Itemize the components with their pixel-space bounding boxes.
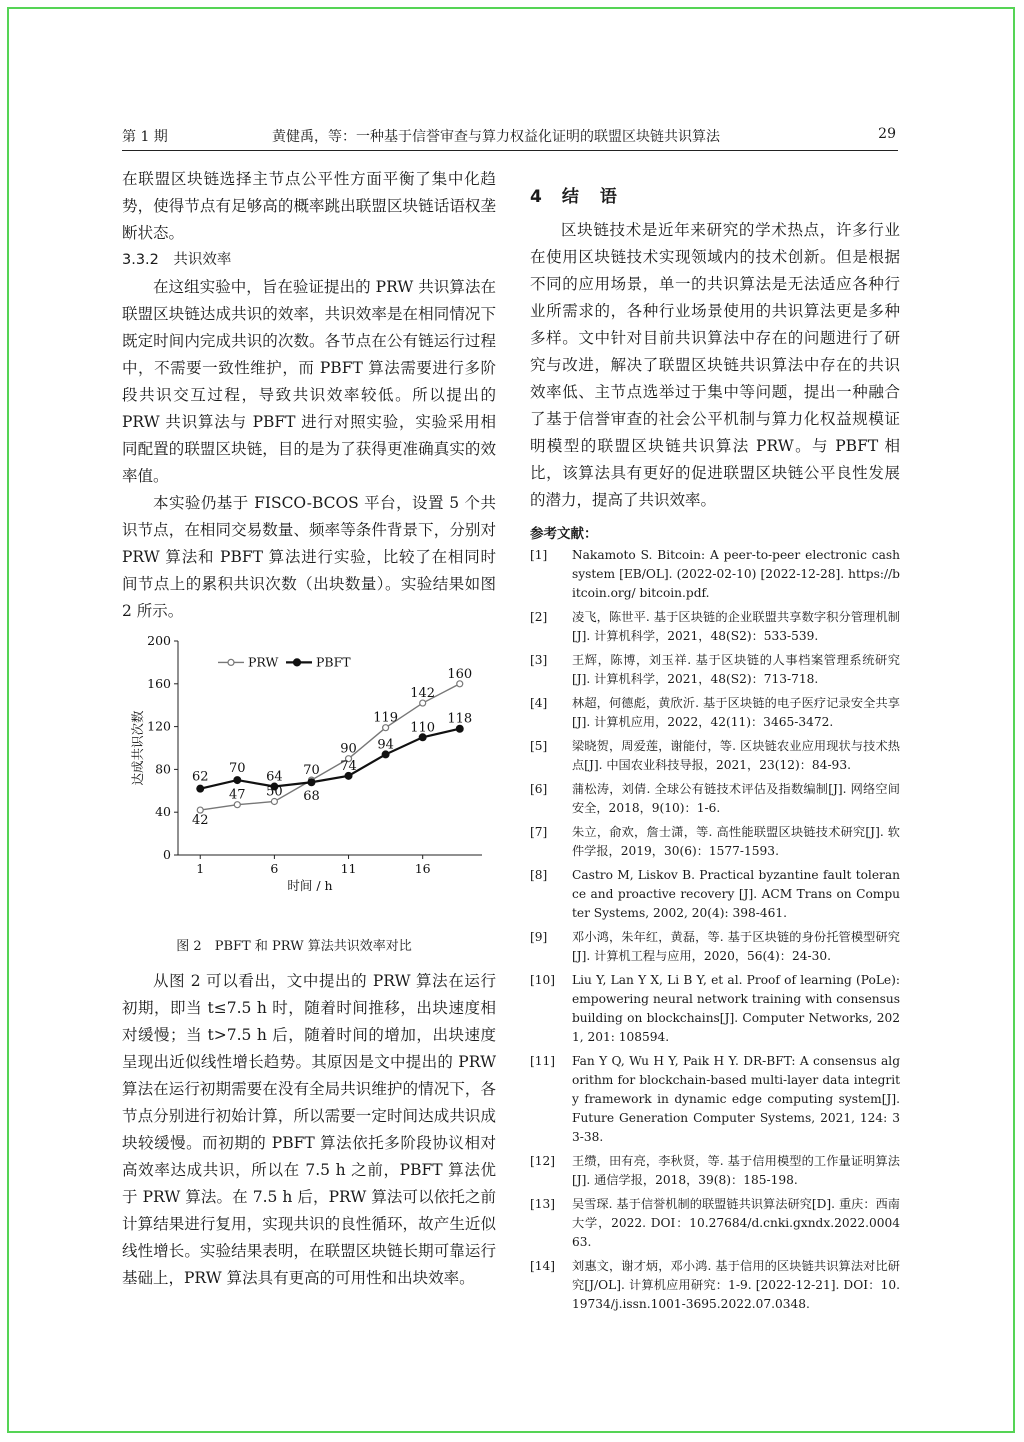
figure-caption: 图 2 PBFT 和 PRW 算法共识效率对比	[176, 939, 412, 954]
reference-text: 王缵，田有亮，李秋贤，等. 基于信用模型的工作量证明算法[J]. 通信学报，2018，39(8)：185-198.	[572, 1154, 900, 1187]
paragraph-continued: 在联盟区块链选择主节点公平性方面平衡了集中化趋势，使得节点有足够高的概率跳出联盟区块链话语权垄断状态。	[122, 170, 496, 242]
reference-item	[530, 1195, 900, 1252]
section-number: 4	[530, 187, 544, 207]
legend-prw-label: PRW	[248, 654, 279, 670]
reference-index: [10]	[530, 973, 556, 987]
reference-index: [7]	[530, 825, 548, 839]
reference-text: Fan Y Q, Wu H Y, Paik H Y. DR-BFT: A consensus algorithm for blockchain-based multi-layer data integrity framework in dynamic edge computing system[J]. Future Generation Computer Systems, 2021, 124: 33-38.	[572, 1054, 900, 1144]
pbft-data-label: 118	[447, 711, 473, 727]
x-tick-label: 6	[270, 861, 279, 876]
prw-data-label: 70	[303, 763, 320, 779]
reference-text: 邓小鸿，朱年红，黄磊，等. 基于区块链的身份托管模型研究[J]. 计算机工程与应用，2020，56(4)：24-30.	[572, 930, 900, 963]
pbft-point	[197, 785, 204, 792]
prw-data-label: 119	[373, 710, 399, 726]
x-tick-label: 1	[196, 861, 205, 876]
figure-2	[122, 631, 496, 931]
prw-data-label: 42	[191, 813, 209, 829]
x-tick-label: 11	[340, 861, 357, 876]
reference-text: Castro M, Liskov B. Practical byzantine fault tolerance and proactive recovery [J]. ACM Trans on Computer Systems, 2002, 20(4): 398-461.	[572, 868, 900, 920]
reference-text: 王辉，陈博，刘玉祥. 基于区块链的人事档案管理系统研究[J]. 计算机科学，2021，48(S2)：713-718.	[572, 653, 900, 686]
legend-pbft-marker	[293, 659, 300, 666]
reference-index: [1]	[530, 548, 548, 562]
pbft-data-label: 94	[377, 737, 394, 753]
reference-text: 朱立，俞欢，詹士潇，等. 高性能联盟区块链技术研究[J]. 软件学报，2019，30(6)：1577-1593.	[572, 825, 900, 858]
paragraph: 从图 2 可以看出，文中提出的 PRW 算法在运行初期，即当 t≤7.5 h 时，随着时间推移，出块速度相对缓慢；当 t>7.5 h 后，随着时间的增加，出块速度呈现出近似线性增长趋势。其原因是文中提出的 PRW 算法在运行初期需要在没有全局共识维护的情况下，各节点分别进行初始计算，所以需要一定时间达成共识成块较缓慢。而初期的 PBFT 算法依托多阶段协议相对高效率达成共识，所以在 7.5 h 之前，PBFT 算法优于 PRW 算法。在 7.5 h 后，PRW 算法可以依托之前计算结果进行复用，实现共识的良性循环，故产生近似线性增长。实验结果表明，在联盟区块链长期可靠运行基础上，PRW 算法具有更高的可用性和出块效率。	[122, 972, 496, 1287]
reference-item	[530, 651, 900, 689]
reference-item	[530, 694, 900, 732]
left-column	[122, 166, 496, 1292]
reference-index: [14]	[530, 1259, 556, 1273]
section-heading	[530, 182, 900, 207]
reference-index: [5]	[530, 739, 548, 753]
pbft-data-label: 62	[191, 769, 209, 785]
reference-item	[530, 823, 900, 861]
reference-item	[530, 546, 900, 603]
y-tick-label: 0	[163, 847, 171, 862]
issue-number: 第 1 期	[122, 129, 168, 145]
reference-item	[530, 928, 900, 966]
right-column	[530, 166, 900, 1319]
reference-index: [12]	[530, 1154, 556, 1168]
reference-text: 凌飞，陈世平. 基于区块链的企业联盟共享数字积分管理机制[J]. 计算机科学，2021，48(S2)：533-539.	[572, 610, 900, 643]
prw-data-label: 142	[410, 686, 436, 702]
paragraph: 在这组实验中，旨在验证提出的 PRW 共识算法在联盟区块链达成共识的效率，共识效率是在相同情况下既定时间内完成共识的次数。各节点在公有链运行过程中，不需要一致性维护，而 PBFT 算法需要进行多阶段共识交互过程，导致共识效率较低。所以提出的 PRW 共识算法与 PBFT 进行对照实验，实验采用相同配置的联盟区块链，目的是为了获得更准确真实的效率值。	[122, 278, 496, 485]
pbft-point	[308, 779, 315, 786]
legend-prw-marker	[228, 659, 234, 665]
reference-text: 刘惠文，谢才炳，邓小鸿. 基于信用的区块链共识算法对比研究[J/OL]. 计算机应用研究：1-9. [2022-12-21]. DOI：10.19734/j.issn.1001-3695.2022.07.0348.	[572, 1259, 900, 1311]
reference-list	[530, 546, 900, 1314]
prw-data-label: 50	[266, 784, 283, 800]
pbft-data-label: 64	[266, 769, 283, 785]
reference-text: 林超，何德彪，黄欣沂. 基于区块链的电子医疗记录安全共享[J]. 计算机应用，2022，42(11)：3465-3472.	[572, 696, 900, 729]
reference-text: Liu Y, Lan Y X, Li B Y, et al. Proof of learning (PoLe): empowering neural network training with consensus building on blockchains[J]. Computer Networks, 2021, 201: 108594.	[572, 973, 900, 1044]
reference-text: 蒲松涛，刘倩. 全球公有链技术评估及指数编制[J]. 网络空间安全，2018，9(10)：1-6.	[572, 782, 900, 815]
reference-index: [6]	[530, 782, 548, 796]
pbft-point	[234, 777, 241, 784]
running-title: 黄健禹，等：一种基于信誉审查与算力权益化证明的联盟区块链共识算法	[272, 129, 720, 145]
line-chart	[122, 631, 496, 931]
reference-index: [11]	[530, 1054, 556, 1068]
pbft-data-label: 74	[340, 758, 357, 774]
references-heading: 参考文献：	[530, 526, 598, 542]
reference-index: [13]	[530, 1197, 556, 1211]
subsection-heading: 3.3.2 共识效率	[122, 252, 232, 268]
reference-item	[530, 1152, 900, 1190]
reference-index: [9]	[530, 930, 548, 944]
x-tick-label: 16	[414, 861, 431, 876]
reference-item	[530, 971, 900, 1047]
reference-text: Nakamoto S. Bitcoin: A peer-to-peer electronic cash system [EB/OL]. (2022-02-10) [2022-12-28]. https://bitcoin.org/ bitcoin.pdf.	[572, 548, 900, 600]
reference-item	[530, 866, 900, 923]
paragraph: 区块链技术是近年来研究的学术热点，许多行业在使用区块链技术实现领域内的技术创新。但是根据不同的应用场景，单一的共识算法是无法适应各种行业所需求的，各种行业场景使用的共识算法更是多种多样。文中针对目前共识算法中存在的问题进行了研究与改进，解决了联盟区块链共识算法中存在的共识效率低、主节点选举过于集中等问题，提出一种融合了基于信誉审查的社会公平机制与算力化权益规模证明模型的联盟区块链共识算法 PRW。与 PBFT 相比，该算法具有更好的促进联盟区块链公平良性发展的潜力，提高了共识效率。	[530, 221, 900, 509]
pbft-data-label: 68	[303, 789, 320, 805]
section-title: 结 语	[561, 187, 619, 207]
y-tick-label: 200	[147, 633, 171, 648]
y-axis-label: 达成共识次数	[130, 710, 145, 786]
prw-data-label: 47	[229, 787, 246, 803]
pbft-data-label: 110	[410, 720, 436, 736]
reference-index: [3]	[530, 653, 548, 667]
y-tick-label: 80	[155, 761, 171, 777]
x-axis-label: 时间 / h	[287, 878, 333, 893]
reference-item	[530, 1052, 900, 1147]
reference-index: [8]	[530, 868, 548, 882]
reference-item	[530, 737, 900, 775]
page-number: 29	[878, 126, 896, 142]
reference-text: 梁晓贺，周爱莲，谢能付，等. 区块链农业应用现状与技术热点[J]. 中国农业科技导报，2021，23(12)：84-93.	[572, 739, 900, 772]
reference-item	[530, 1257, 900, 1314]
reference-index: [4]	[530, 696, 548, 710]
prw-data-label: 90	[340, 741, 357, 757]
reference-index: [2]	[530, 610, 548, 624]
y-tick-label: 160	[147, 675, 171, 691]
pbft-data-label: 70	[229, 761, 246, 777]
running-header	[122, 124, 898, 151]
prw-data-label: 160	[447, 666, 473, 682]
y-tick-label: 40	[155, 804, 171, 820]
paragraph: 本实验仍基于 FISCO-BCOS 平台，设置 5 个共识节点，在相同交易数量、频率等条件背景下，分别对 PRW 算法和 PBFT 算法进行实验，比较了在相同时间节点上的累积共识次数（出块数量）。实验结果如图 2 所示。	[122, 494, 496, 620]
legend-pbft-label: PBFT	[316, 654, 351, 670]
reference-text: 吴雪琛. 基于信誉机制的联盟链共识算法研究[D]. 重庆：西南大学，2022. DOI：10.27684/d.cnki.gxndx.2022.000463.	[572, 1197, 900, 1249]
y-tick-label: 120	[147, 718, 171, 734]
reference-item	[530, 780, 900, 818]
reference-item	[530, 608, 900, 646]
